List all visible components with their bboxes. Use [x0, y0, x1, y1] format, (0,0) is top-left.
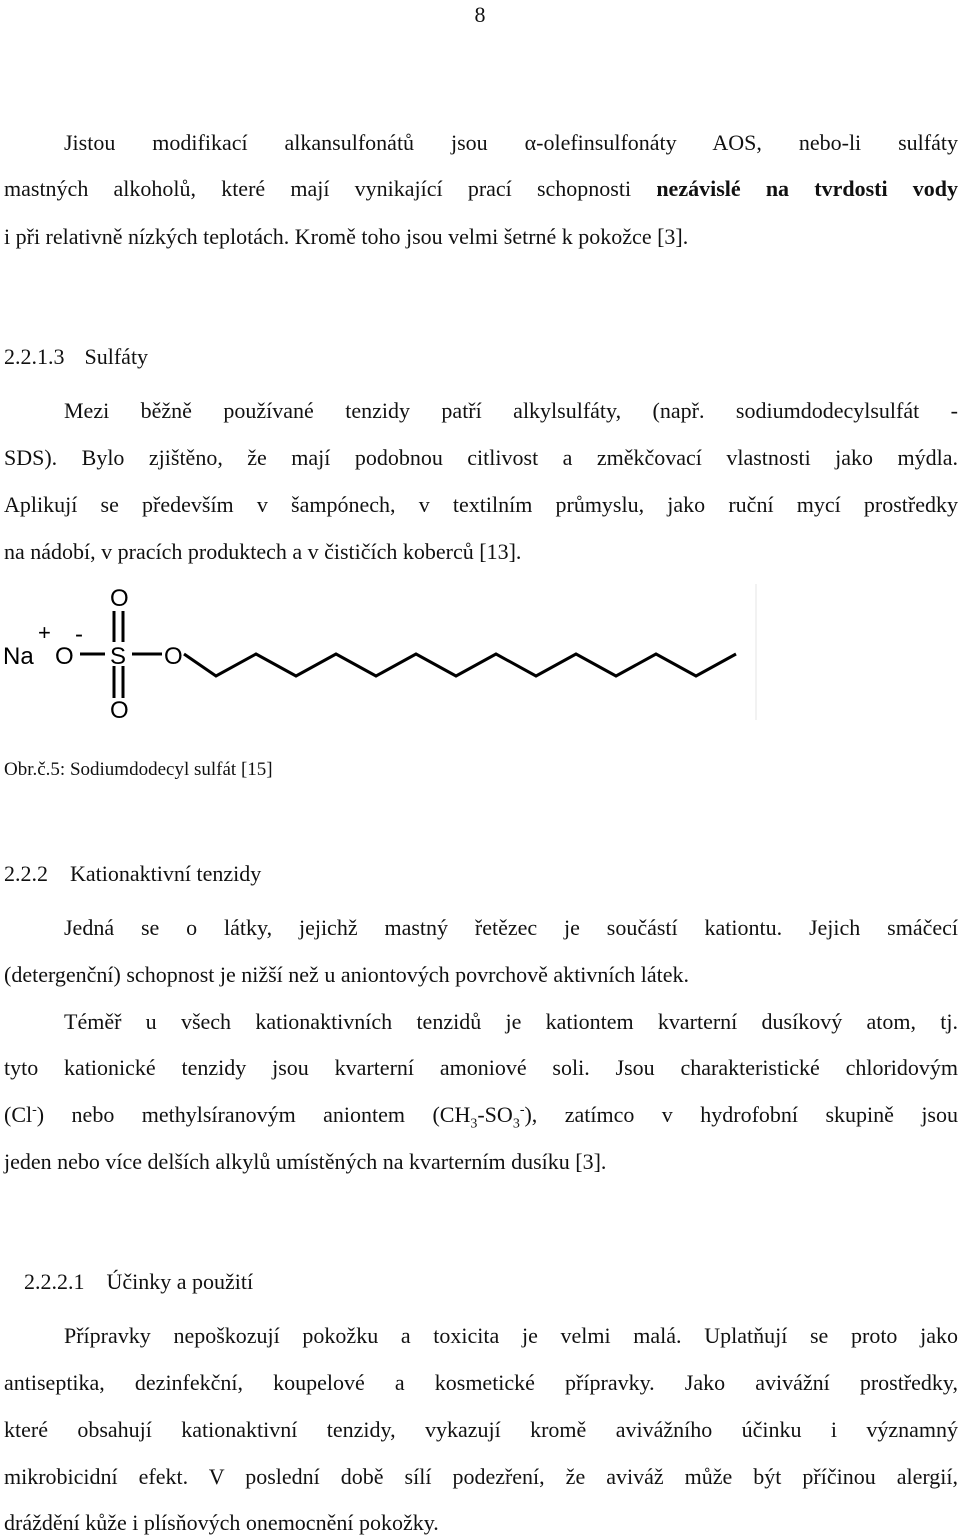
text-line: Aplikují se především v šampónech, v textilním průmyslu, jako ruční mycí prostředky [4, 492, 958, 517]
text-line [4, 174, 958, 204]
text-line: na nádobí, v pracích produktech a v čističích koberců [13]. [4, 539, 522, 564]
text-segment: ) nebo methylsíranovým aniontem (CH [36, 1102, 471, 1127]
text-line: Téměř u všech kationaktivních tenzidů je kationtem kvarterní dusíkový atom, tj. [64, 1009, 958, 1034]
atom-o-bottom: O [110, 697, 129, 724]
sodium-dodecyl-sulfate-structure [0, 580, 770, 725]
heading-title: Účinky a použití [106, 1269, 254, 1294]
atom-o-right: O [164, 643, 183, 670]
text-line-formula [4, 1100, 958, 1130]
figure-caption: Obr.č.5: Sodiumdodecyl sulfát [15] [4, 759, 273, 780]
subscript: 3 [512, 1116, 520, 1132]
charge-plus: + [38, 620, 51, 645]
section-heading [4, 859, 261, 889]
heading-number: 2.2.2 [4, 861, 48, 886]
heading-title: Sulfáty [84, 344, 149, 369]
atom-na: Na [3, 643, 34, 670]
text-line: Jedná se o látky, jejichž mastný řetězec je součástí kationtu. Jejich smáčecí [64, 915, 958, 940]
text-line: Mezi běžně používané tenzidy patří alkylsulfáty, (např. sodiumdodecylsulfát - [64, 398, 958, 423]
superscript: - [32, 1102, 37, 1118]
alkyl-chain [184, 654, 736, 676]
text-line: mikrobicidní efekt. V poslední době sílí podezření, že aviváž může být příčinou alergií, [4, 1464, 958, 1489]
page-number: 8 [474, 2, 486, 27]
heading-number: 2.2.1.3 [4, 344, 65, 369]
text-line: Jistou modifikací alkansulfonátů jsou α-olefinsulfonáty AOS, nebo-li sulfáty [64, 130, 958, 155]
heading-title: Kationaktivní tenzidy [70, 861, 262, 886]
superscript: - [519, 1102, 525, 1118]
heading-number: 2.2.2.1 [24, 1269, 85, 1294]
text-line: SDS). Bylo zjištěno, že mají podobnou citlivost a změkčovací vlastnosti jako mýdla. [4, 445, 958, 470]
atom-o-top: O [110, 585, 129, 612]
text-segment: mastných alkoholů, které mají vynikající prací schopnosti [4, 176, 632, 201]
text-line: jeden nebo více delších alkylů umístěných na kvarterním dusíku [3]. [4, 1149, 607, 1174]
text-segment: (Cl [4, 1102, 33, 1127]
text-line: antiseptika, dezinfekční, koupelové a kosmetické přípravky. Jako avivážní prostředky, [4, 1370, 958, 1395]
section-heading [24, 1267, 253, 1297]
text-line: Přípravky nepoškozují pokožku a toxicita je velmi malá. Uplatňují se proto jako [64, 1323, 958, 1348]
text-line: (detergenční) schopnost je nižší než u aniontových povrchově aktivních látek. [4, 962, 690, 987]
text-segment: ), zatímco v hydrofobní skupině jsou [524, 1102, 958, 1127]
bold-emphasis: nezávislé na tvrdosti vody [656, 176, 959, 201]
section-heading [4, 342, 148, 372]
text-line: tyto kationické tenzidy jsou kvarterní amoniové soli. Jsou charakteristické chloridovým [4, 1055, 958, 1080]
atom-o-minus: O [55, 643, 74, 670]
subscript: 3 [470, 1116, 478, 1132]
text-line: dráždění kůže i plísňových onemocnění pokožky. [4, 1510, 439, 1535]
text-line: které obsahují kationaktivní tenzidy, vykazují kromě avivážního účinku i významný [4, 1417, 958, 1442]
text-segment: -SO [477, 1102, 513, 1127]
text-line: i při relativně nízkých teplotách. Kromě toho jsou velmi šetrné k pokožce [3]. [4, 224, 689, 249]
atom-s: S [110, 643, 127, 670]
charge-minus: - [75, 621, 83, 648]
